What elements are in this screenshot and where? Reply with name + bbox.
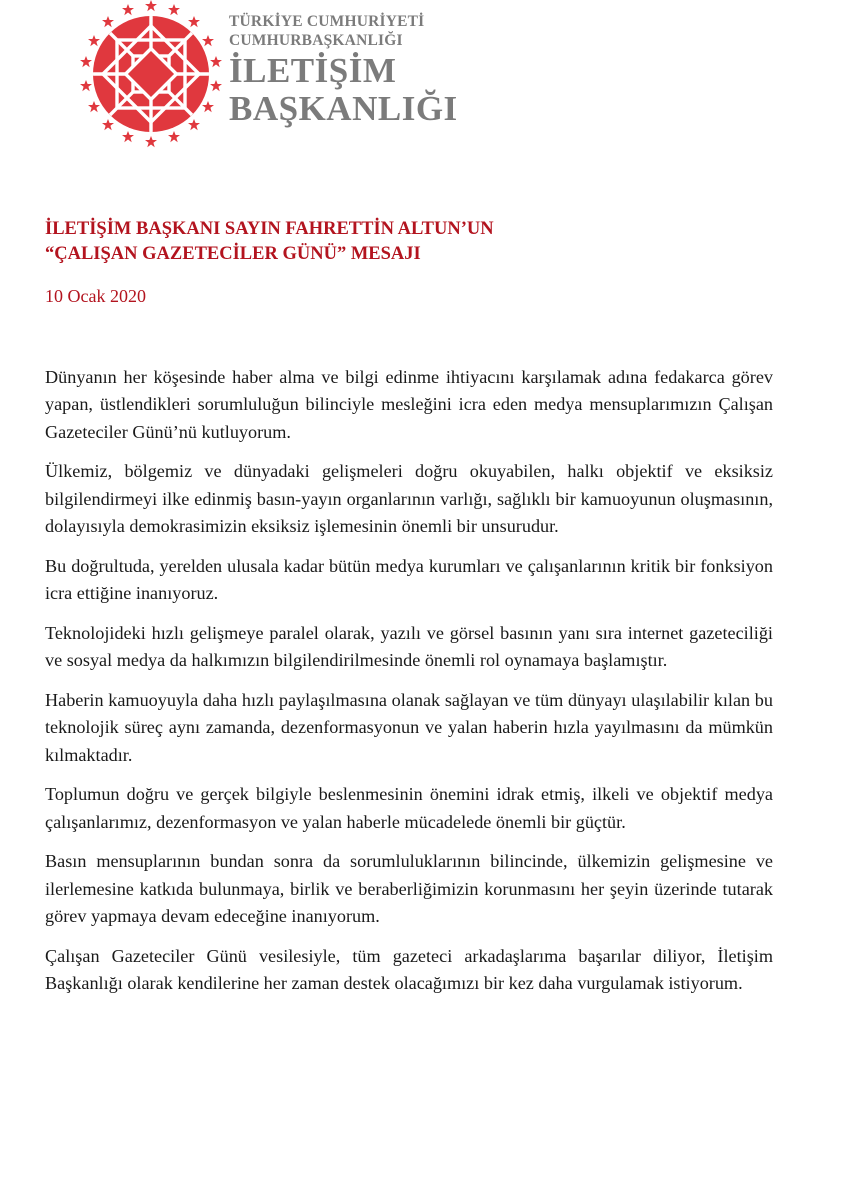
document-body <box>45 364 773 1010</box>
brand-line-republic: TÜRKİYE CUMHURİYETİ <box>229 13 425 30</box>
brand-line-directorate: BAŞKANLIĞI <box>229 89 458 128</box>
brand-line-presidency: CUMHURBAŞKANLIĞI <box>229 32 403 49</box>
paragraph: Haberin kamuoyuyla daha hızlı paylaşılmasına olanak sağlayan ve tüm dünyayı ulaşılabilir kılan bu teknolojik süreç aynı zamanda, dezenformasyonun ve yalan haberin hızla yayılmasını da mümkün kılmaktadır. <box>45 689 773 765</box>
paragraph: Dünyanın her köşesinde haber alma ve bilgi edinme ihtiyacını karşılamak adına fedakarca görev yapan, üstlendikleri sorumluluğun bilinciyle mesleğini icra eden medya mensuplarımızın Çalışan Gazeteciler Günü’nü kutluyorum. <box>45 367 773 442</box>
paragraph: Ülkemiz, bölgemiz ve dünyadaki gelişmeleri doğru okuyabilen, halkı objektif ve eksiksiz bilgilendirmeyi ilke edinmiş basın-yayın organlarının varlığı, sağlıklı bir kamuoyunun oluşmasının, dolayısıyla demokrasimizin eksiksiz işlemesinin önemli bir unsurudur. <box>45 461 773 536</box>
brand-line-communications: İLETİŞİM <box>229 51 397 90</box>
paragraph: Basın mensuplarının bundan sonra da sorumluluklarının bilincinde, ülkemizin gelişmesine ve ilerlemesine katkıda bulunmaya, birlik ve beraberliğimizin korunmasını her şeyin üzerinde tutarak görev yapmaya devam edeceğine inanıyorum. <box>45 851 773 927</box>
brand-name <box>229 12 458 128</box>
paragraph: Bu doğrultuda, yerelden ulusala kadar bütün medya kurumları ve çalışanlarının kritik bir fonksiyon icra ettiğine inanıyoruz. <box>45 555 773 604</box>
paragraph: Çalışan Gazeteciler Günü vesilesiyle, tüm gazeteci arkadaşlarıma başarılar diliyor, İletişim Başkanlığı olarak kendilerine her zaman destek olacağımızı bir kez daha vurgulamak istiyorum. <box>45 945 773 994</box>
paragraph: Toplumun doğru ve gerçek bilgiyle beslenmesinin önemini idrak etmiş, ilkeli ve objektif medya çalışanlarımız, dezenformasyon ve yalan haberle mücadelede önemli bir güçtür. <box>45 784 773 832</box>
title-line-1: İLETİŞİM BAŞKANI SAYIN FAHRETTİN ALTUN’UN <box>45 219 494 239</box>
document-date: 10 Ocak 2020 <box>45 286 146 306</box>
paragraph: Teknolojideki hızlı gelişmeye paralel olarak, yazılı ve görsel basının yanı sıra internet gazeteciliği ve sosyal medya da halkımızın bilgilendirilmesinde önemli rol oynamaya başlamıştır. <box>45 622 773 671</box>
title-line-2: “ÇALIŞAN GAZETECİLER GÜNÜ” MESAJI <box>45 244 421 264</box>
emblem-logo-icon <box>70 0 232 158</box>
document-title <box>45 217 494 267</box>
